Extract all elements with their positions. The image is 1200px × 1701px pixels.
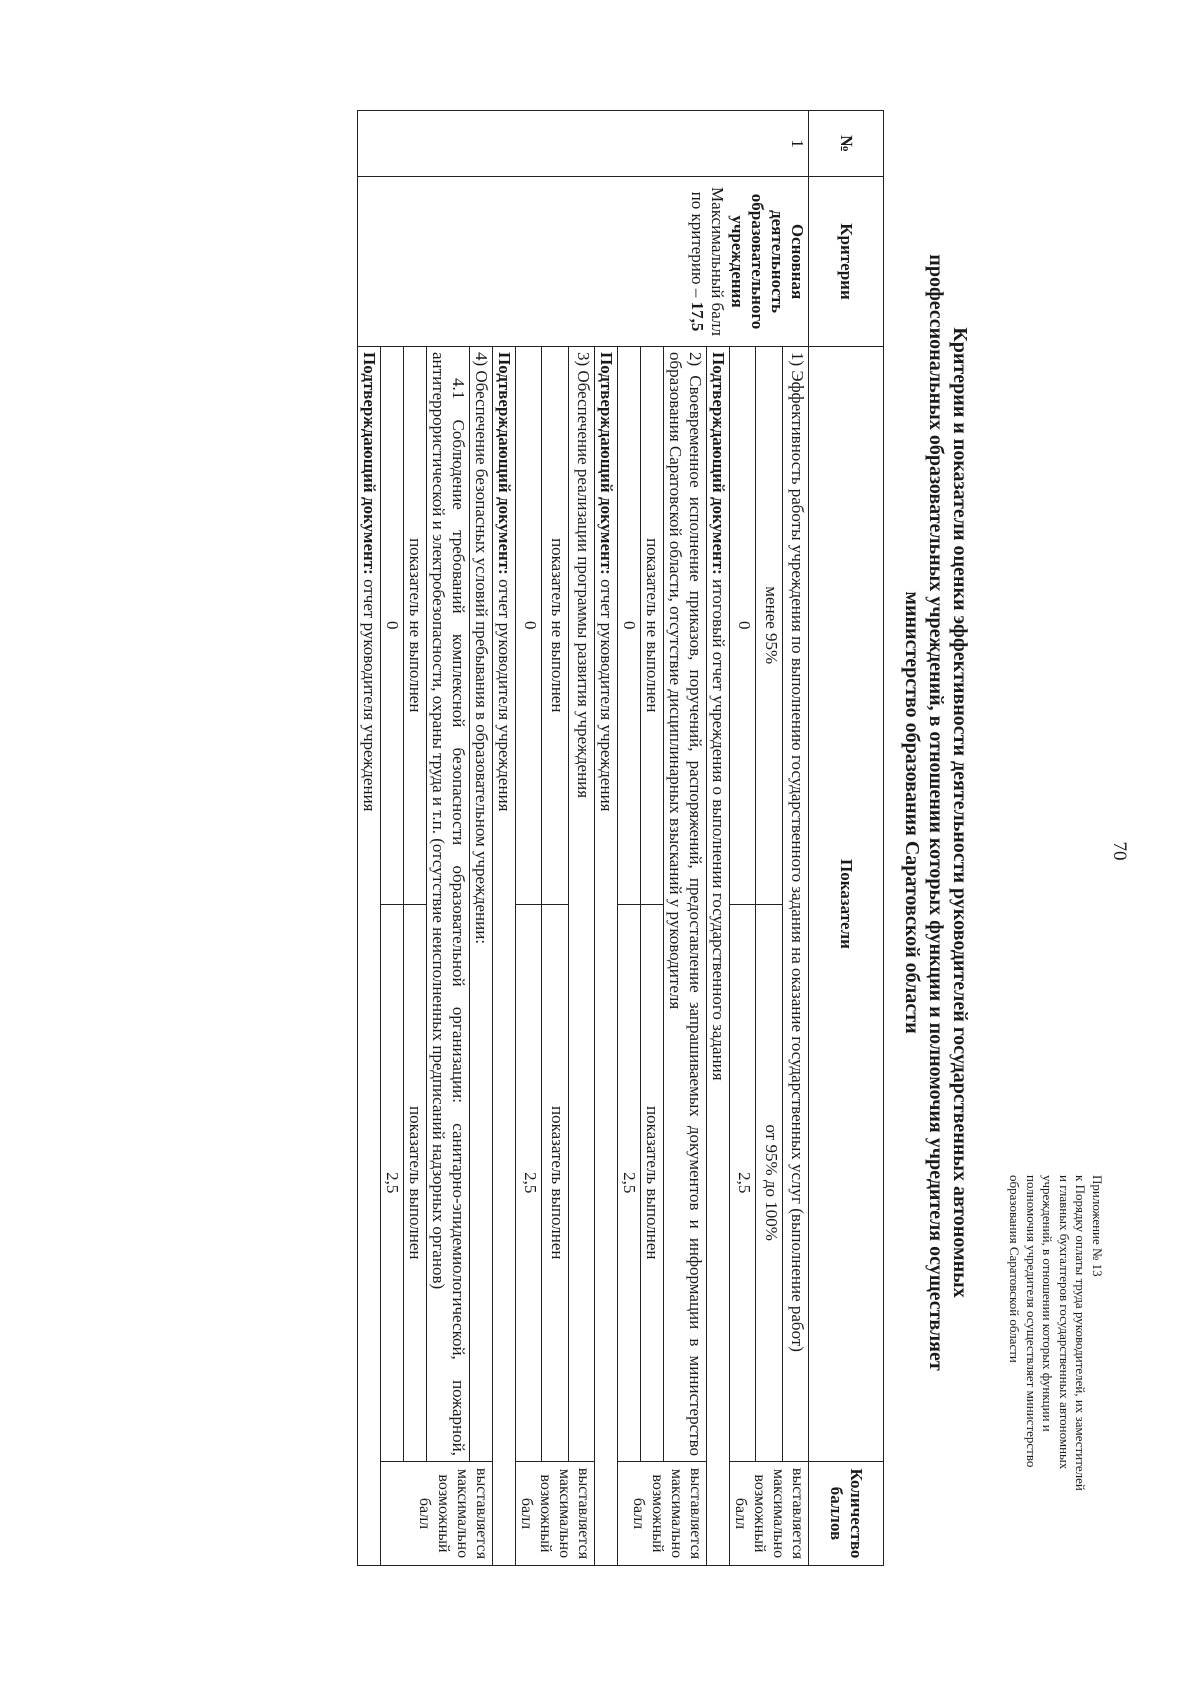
page-number: 70 <box>1109 841 1130 861</box>
criterion-name: Основная деятельность образовательного учреждения <box>728 193 807 330</box>
condition-right: показатель выполнен <box>641 904 664 1462</box>
confirm-label: Подтверждающий документ: <box>360 352 379 575</box>
score-left: 0 <box>618 347 641 905</box>
score-right: 2,5 <box>516 904 542 1462</box>
points-note: выставляется максимально возможный балл <box>618 1462 707 1566</box>
condition-left: менее 95% <box>756 347 782 905</box>
table-header-row <box>809 111 884 1566</box>
confirm-doc <box>358 347 381 1566</box>
row-number: 1 <box>358 111 809 177</box>
criterion-cell <box>358 177 809 347</box>
indicator-subtext: 4.1 Соблюдение требований комплексной безопасности образовательной организации: санитарно-эпидемиологической, пожарной, антитеррористической и электробезопасности, охраны труда и т.п. (отсутствие неисполненных предписаний надзорных органов) <box>427 347 470 1462</box>
criterion-max-label: Максимальный балл по критерию – <box>688 187 727 336</box>
score-right: 2,5 <box>730 904 756 1462</box>
confirm-doc <box>595 347 618 1566</box>
condition-right: показатель выполнен <box>542 904 568 1462</box>
condition-right: показатель выполнен <box>404 904 427 1462</box>
confirm-doc-text: отчет руководителя учреждения <box>597 579 616 812</box>
appendix-line: полномочия учредителя осуществляет министерство <box>1024 1175 1039 1468</box>
indicator-text: 1) Эффективность работы учреждения по выполнению государственного задания на оказание государственных услуг (выполнение работ) <box>782 347 808 1462</box>
document-title <box>900 185 972 1440</box>
confirm-doc <box>493 347 516 1566</box>
score-right: 2,5 <box>381 904 404 1462</box>
confirm-doc-text: отчет руководителя учреждения <box>360 579 379 812</box>
appendix-line: образования Саратовской области <box>1007 1175 1023 1363</box>
header-points: Количество баллов <box>809 1462 884 1566</box>
indicator-text: 3) Обеспечение реализации программы развития учреждения <box>568 347 594 1462</box>
condition-left: показатель не выполнен <box>641 347 664 905</box>
score-left: 0 <box>381 347 404 905</box>
appendix-line: учреждений, в отношении которых функции и <box>1040 1175 1056 1432</box>
score-right: 2,5 <box>618 904 641 1462</box>
criterion-max-value: 17,5 <box>688 301 707 332</box>
confirm-label: Подтверждающий документ: <box>709 352 728 575</box>
condition-left: показатель не выполнен <box>542 347 568 905</box>
confirm-doc-text: итоговый отчет учреждения о выполнении государственного задания <box>709 579 728 1081</box>
appendix-line: Приложение № 13 <box>1090 1175 1105 1277</box>
header-indicators: Показатели <box>809 347 884 1462</box>
confirm-label: Подтверждающий документ: <box>597 352 616 575</box>
header-criteria: Критерии <box>809 177 884 347</box>
appendix-note <box>1006 1175 1105 1645</box>
condition-left: показатель не выполнен <box>404 347 427 905</box>
table-row <box>782 111 808 1566</box>
points-note: выставляется максимально возможный балл <box>516 1462 595 1566</box>
title-line: министерство образования Саратовской области <box>901 591 923 1034</box>
condition-right: от 95% до 100% <box>756 904 782 1462</box>
points-note: выставляется максимально возможный балл <box>730 1462 809 1566</box>
confirm-label: Подтверждающий документ: <box>495 352 514 575</box>
header-num: № <box>809 111 884 177</box>
criterion-max <box>687 182 727 341</box>
title-line: профессиональных образовательных учреждений, в отношении которых функции и полномочия учредителя осуществляет <box>925 254 947 1371</box>
criteria-table <box>357 110 884 1566</box>
score-left: 0 <box>730 347 756 905</box>
appendix-line: к Порядку оплаты труда руководителей, их заместителей <box>1073 1175 1089 1491</box>
confirm-doc-text: отчет руководителя учреждения <box>495 579 514 812</box>
indicator-text: 4) Обеспечение безопасных условий пребывания в образовательном учреждении: <box>470 347 493 1462</box>
points-note: выставляется максимально возможный балл <box>381 1462 493 1566</box>
score-left: 0 <box>516 347 542 905</box>
appendix-line: и главных бухгалтеров государственных автономных <box>1057 1175 1072 1470</box>
indicator-text: 2) Своевременное исполнение приказов, поручений, распоряжений, предоставление запрашиваемых документов и информации в министерство образования Саратовской области, отсутствие дисциплинарных взысканий у руководителя <box>664 347 707 1462</box>
confirm-doc <box>707 347 730 1566</box>
title-line: Критерии и показатели оценки эффективности деятельности руководителей государственных автономных <box>949 327 971 1298</box>
